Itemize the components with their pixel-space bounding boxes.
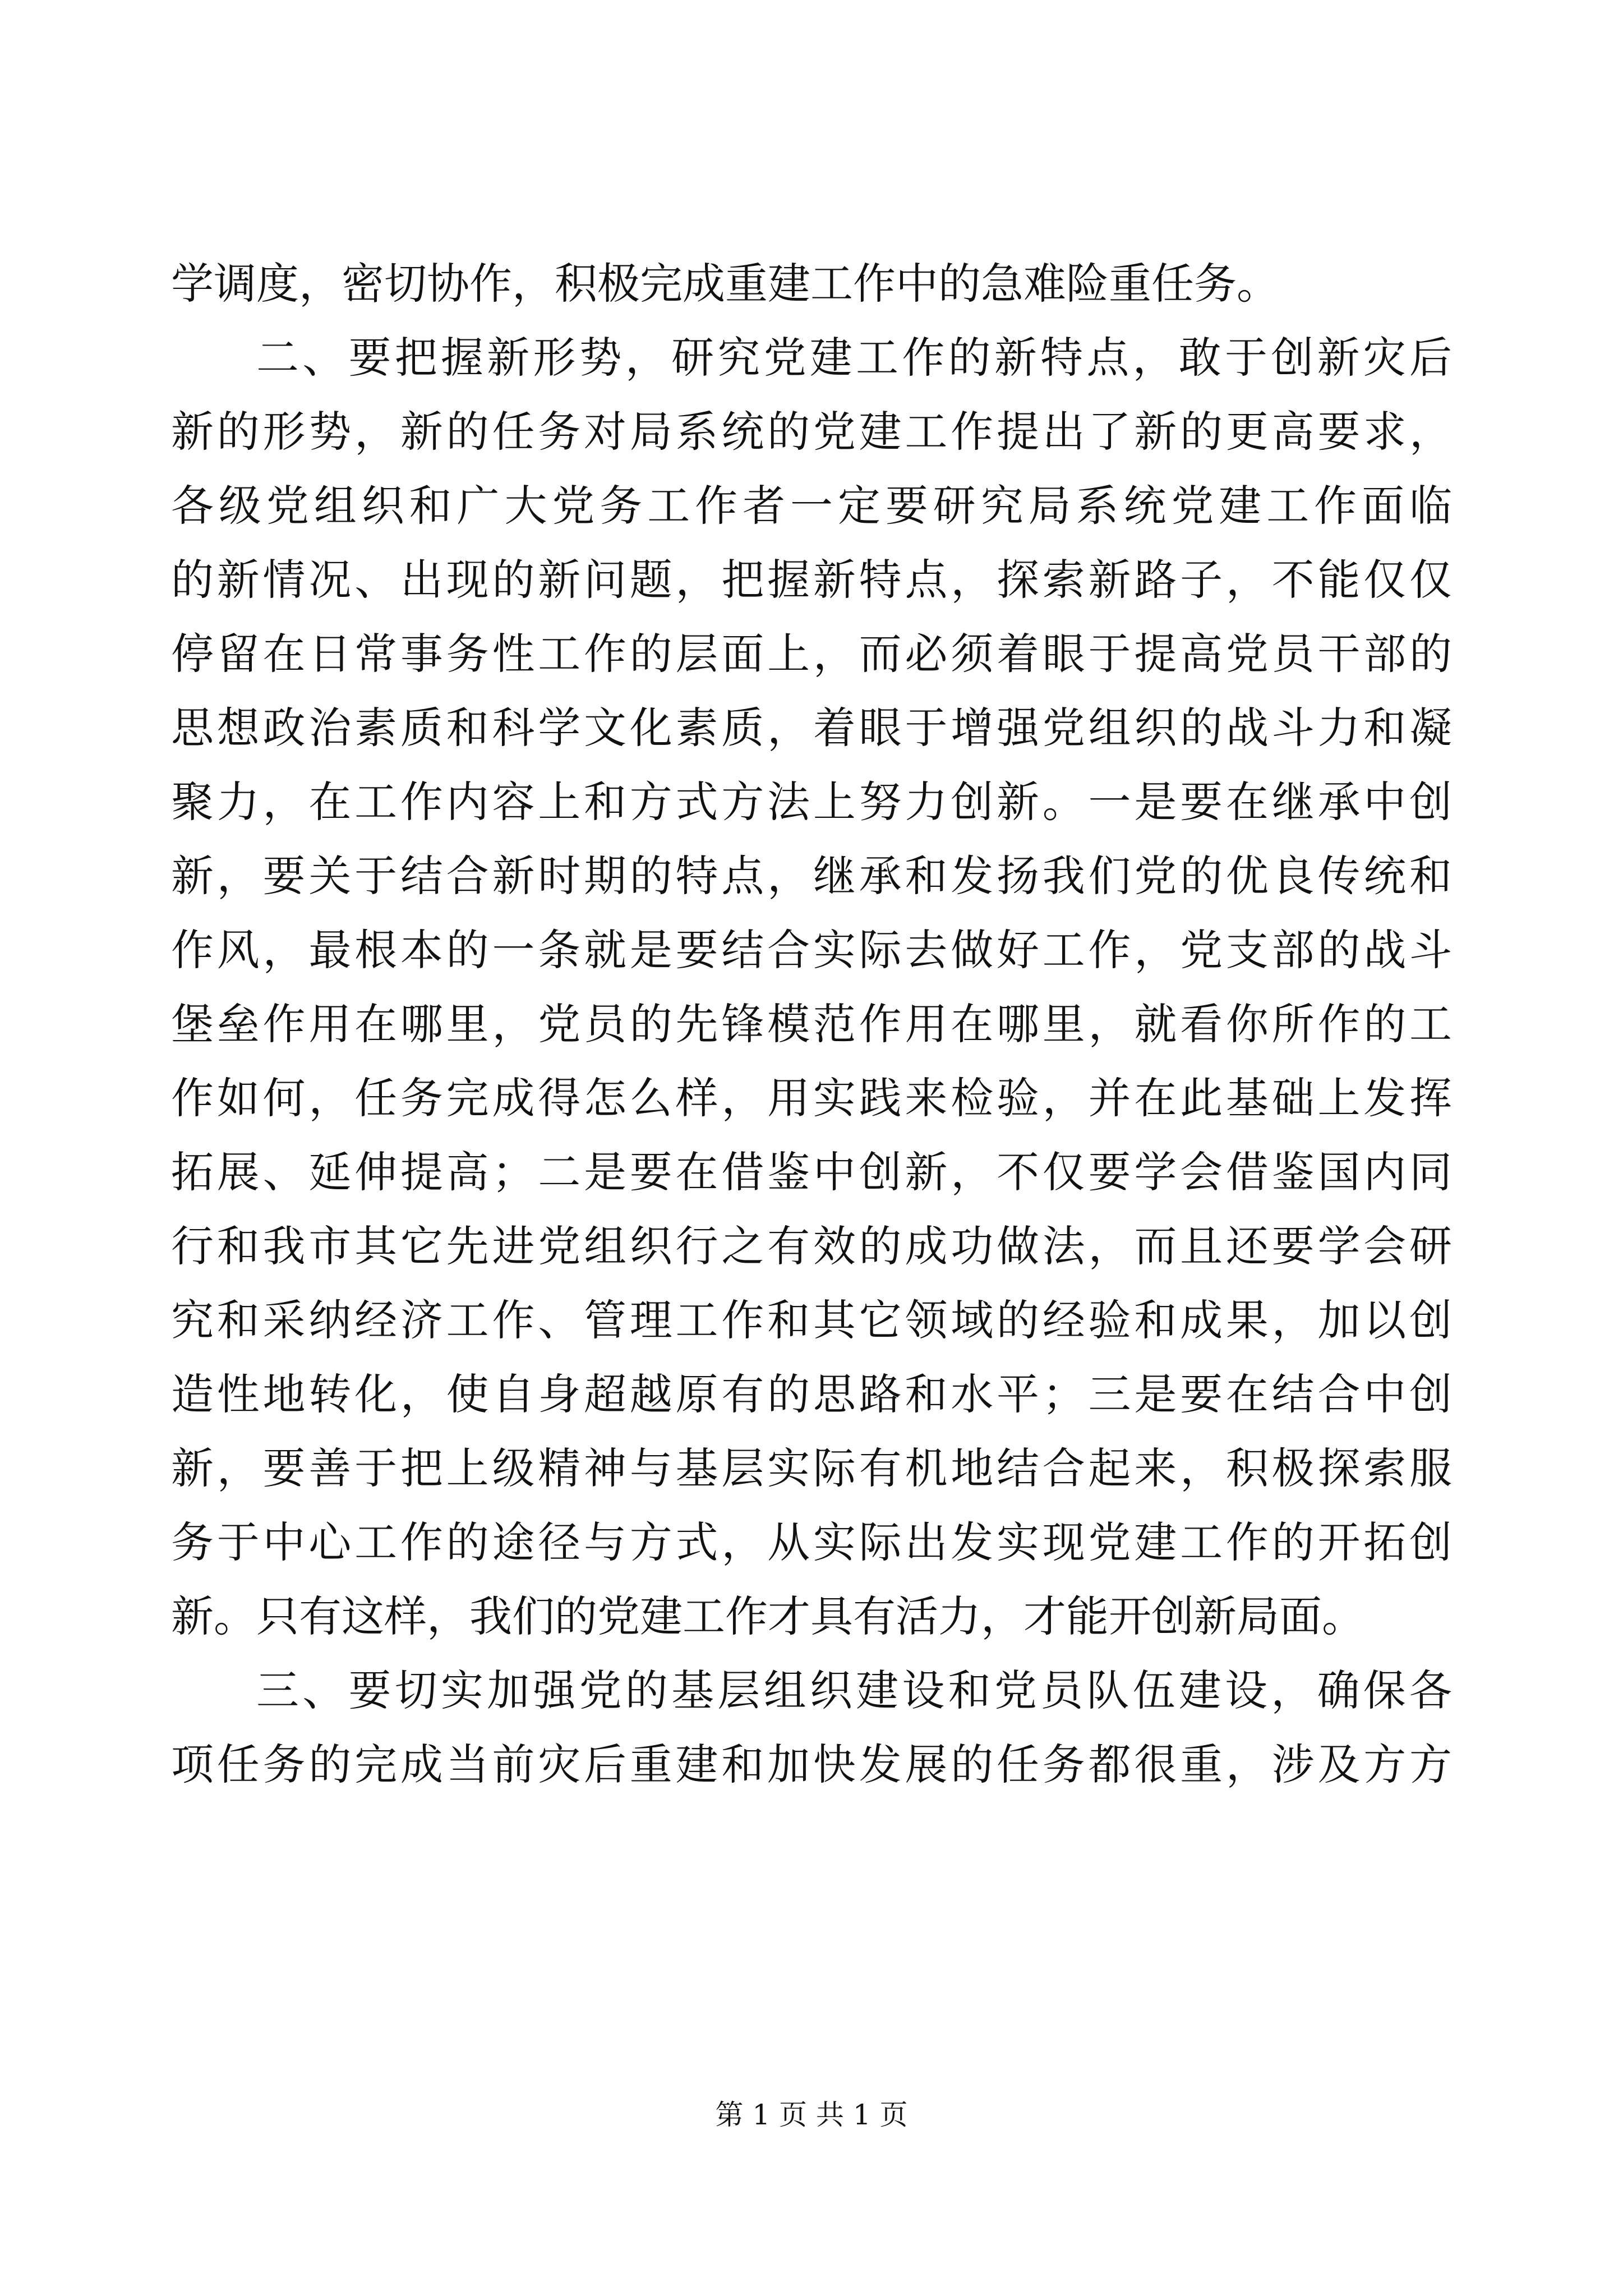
document-body [171,247,1452,1802]
page-footer [0,2095,1623,2134]
text-line: 的新情况、出现的新问题，把握新特点，探索新路子，不能仅仅 [171,555,1452,605]
text-line: 思想政治素质和科学文化素质，着眼于增强党组织的战斗力和凝 [171,703,1452,753]
text-line: 项任务的完成当前灾后重建和加快发展的任务都很重，涉及方方 [171,1740,1452,1789]
text-line: 新，要善于把上级精神与基层实际有机地结合起来，积极探索服 [171,1443,1452,1493]
text-line: 新。只有这样，我们的党建工作才具有活力，才能开创新局面。 [171,1591,1364,1641]
text-line: 堡垒作用在哪里，党员的先锋模范作用在哪里，就看你所作的工 [171,999,1452,1049]
text-line: 拓展、延伸提高；二是要在借鉴中创新，不仅要学会借鉴国内同 [171,1147,1452,1197]
text-line: 行和我市其它先进党组织行之有效的成功做法，而且还要学会研 [171,1221,1452,1271]
text-line: 造性地转化，使自身超越原有的思路和水平；三是要在结合中创 [171,1369,1452,1419]
text-line: 究和采纳经济工作、管理工作和其它领域的经验和成果，加以创 [171,1295,1452,1345]
text-line: 学调度，密切协作，积极完成重建工作中的急难险重任务。 [171,259,1279,309]
text-line: 聚力，在工作内容上和方式方法上努力创新。一是要在继承中创 [171,777,1452,827]
text-line: 作风，最根本的一条就是要结合实际去做好工作，党支部的战斗 [171,925,1452,975]
page-number-label: 第 1 页 共 1 页 [715,2099,908,2131]
text-line: 新，要关于结合新时期的特点，继承和发扬我们党的优良传统和 [171,851,1452,901]
text-line: 作如何，任务完成得怎么样，用实践来检验，并在此基础上发挥 [171,1073,1452,1123]
paragraph-heading-line: 二、要把握新形势，研究党建工作的新特点，敢于创新灾后 [256,333,1452,383]
paragraph-heading-line: 三、要切实加强党的基层组织建设和党员队伍建设，确保各 [256,1665,1452,1715]
text-line: 各级党组织和广大党务工作者一定要研究局系统党建工作面临 [171,481,1452,531]
text-line: 停留在日常事务性工作的层面上，而必须着眼于提高党员干部的 [171,629,1452,679]
text-line: 新的形势，新的任务对局系统的党建工作提出了新的更高要求， [171,407,1452,457]
text-line: 务于中心工作的途径与方式，从实际出发实现党建工作的开拓创 [171,1517,1452,1567]
